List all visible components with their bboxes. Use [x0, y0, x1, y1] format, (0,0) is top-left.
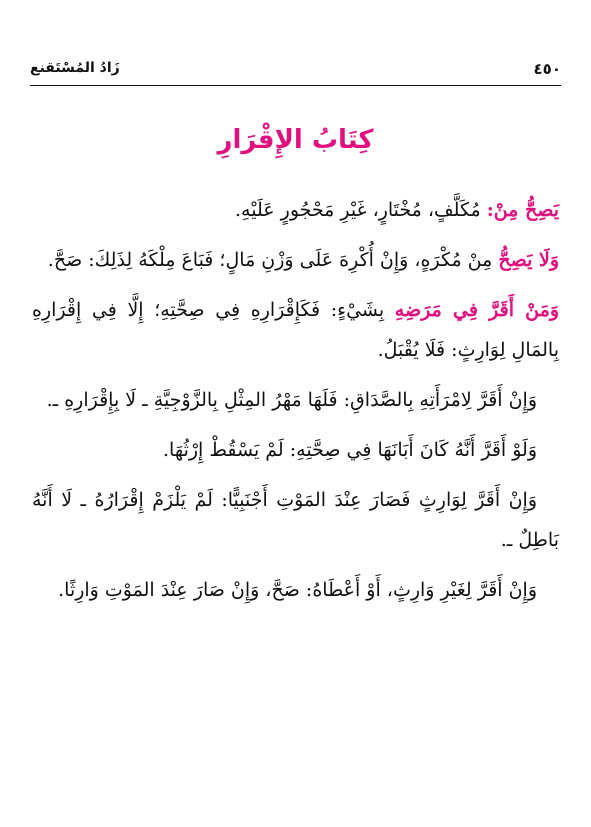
paragraph-4	[32, 380, 559, 420]
matn-highlight: يَصِحُّ مِنْ:	[486, 199, 559, 221]
paragraph-text: وَإِنْ أَقَرَّ لِغَيْرِ وَارِثٍ، أَوْ أَعْطَاهُ: صَحَّ، وَإِنْ صَارَ عِنْدَ المَوْتِ وَارِثًا.	[58, 579, 537, 601]
paragraph-2	[32, 240, 559, 280]
matn-highlight: وَمَنْ أَقَرَّ فِي مَرَضِهِ	[394, 299, 560, 321]
page-header	[30, 60, 561, 82]
paragraph-text: وَلَوْ أَقَرَّ أَنَّهُ كَانَ أَبَانَهَا فِي صِحَّتِهِ: لَمْ يَسْقُطْ إِرْثُهَا.	[163, 439, 537, 461]
paragraph-3	[32, 290, 559, 370]
paragraph-6	[32, 480, 559, 560]
paragraph-text: وَإِنْ أَقَرَّ لِوَارِثٍ فَصَارَ عِنْدَ المَوْتِ أَجْنَبِيًّا: لَمْ يَلْزَمْ إِقْرَارُهُ ـ لَا أَنَّهُ بَاطِلٌ ـ.	[32, 489, 559, 551]
paragraph-1	[32, 190, 559, 230]
paragraph-text: بِشَيْءٍ: فَكَإِقْرَارِهِ فِي صِحَّتِهِ؛ إِلَّا فِي إِقْرَارِهِ بِالمَالِ لِوَارِثٍ: فَلَا يُقْبَلُ.	[32, 299, 559, 361]
page-body	[32, 190, 559, 620]
paragraph-5	[32, 430, 559, 470]
paragraph-text: وَإِنْ أَقَرَّ لِامْرَأَتِهِ بِالصَّدَاقِ: فَلَهَا مَهْرُ المِثْلِ بِالزَّوْجِيَّةِ ـ لَا بِإِقْرَارِهِ ـ.	[46, 389, 537, 411]
chapter-title: كِتَابُ الإِقْرَارِ	[217, 125, 374, 155]
paragraph-7	[32, 570, 559, 610]
header-rule	[30, 85, 561, 86]
page-number: ٤٥٠	[533, 60, 561, 78]
matn-highlight: وَلَا يَصِحُّ	[498, 249, 559, 271]
running-title: زَادُ المُسْتَقنع	[30, 60, 120, 76]
paragraph-text: مُكَلَّفٍ، مُخْتَارٍ، غَيْرِ مَحْجُورٍ عَلَيْهِ.	[235, 199, 487, 221]
paragraph-text: مِنْ مُكْرَهٍ، وَإِنْ أُكْرِهَ عَلَى وَزْنِ مَالٍ؛ فَبَاعَ مِلْكَهُ لِذَلِكَ: صَحَّ.	[47, 249, 499, 271]
